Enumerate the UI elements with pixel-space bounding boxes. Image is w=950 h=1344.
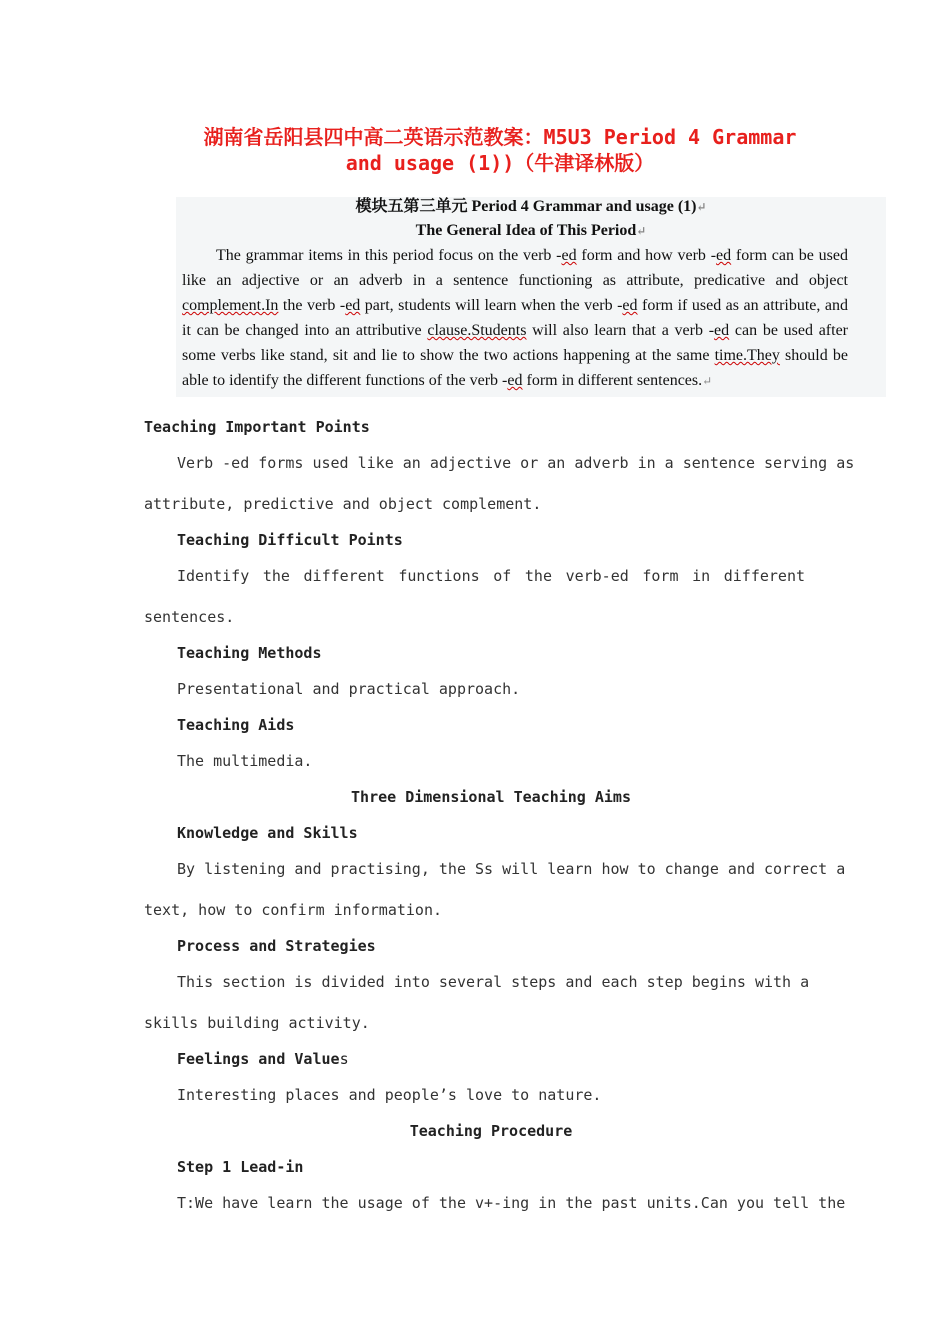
- teaching-procedure-heading: Teaching Procedure: [409, 1122, 573, 1140]
- excerpt-heading: 模块五第三单元 Period 4 Grammar and usage (1)↵: [355, 198, 707, 215]
- feelings-values-text: Interesting places and people’s love to nature.: [177, 1086, 602, 1104]
- process-strategies-text-2: skills building activity.: [144, 1014, 370, 1032]
- teaching-difficult-points-text-2: sentences.: [144, 608, 235, 626]
- scanned-excerpt: [176, 197, 886, 397]
- knowledge-skills-text-2: text, how to confirm information.: [144, 901, 443, 919]
- knowledge-skills-heading: Knowledge and Skills: [177, 824, 358, 842]
- excerpt-subheading: The General Idea of This Period↵: [415, 222, 647, 239]
- step-1-text-1: T:We have learn the usage of the v+-ing in the past units.Can you tell the: [177, 1194, 846, 1212]
- teaching-difficult-points-heading: Teaching Difficult Points: [177, 531, 403, 549]
- feelings-values-heading: Feelings and Values: [177, 1050, 349, 1068]
- document-title-line-2: and usage (1))（牛津译林版）: [345, 151, 655, 175]
- three-dimensional-aims-heading: Three Dimensional Teaching Aims: [351, 788, 631, 806]
- teaching-aids-heading: Teaching Aids: [177, 716, 295, 734]
- step-1-heading: Step 1 Lead-in: [177, 1158, 304, 1176]
- process-strategies-heading: Process and Strategies: [177, 937, 376, 955]
- teaching-important-points-text-2: attribute, predictive and object complement.: [144, 495, 542, 513]
- teaching-important-points-text-1: Verb -ed forms used like an adjective or an adverb in a sentence serving as: [177, 454, 855, 472]
- teaching-aids-text: The multimedia.: [177, 752, 313, 770]
- document-title: [150, 124, 850, 176]
- excerpt-paragraph: The grammar items in this period focus on the verb -ed form and how verb -ed form can be used like an adjective or an adverb in a sentence functioning as attribute, predicative and object complement.In the verb -ed part, students will learn when the verb -ed form if used as an attribute, and it can be changed into an attributive clause.Students will also learn that a verb -ed can be used after some verbs like stand, sit and lie to show the two actions happening at the same time.They should be able to identify the different functions of the verb -ed form in different sentences.↵: [182, 247, 849, 389]
- teaching-difficult-points-text-1: Identify the different functions of the verb-ed form in different: [177, 567, 805, 585]
- teaching-important-points-heading: Teaching Important Points: [144, 418, 370, 436]
- teaching-methods-heading: Teaching Methods: [177, 644, 322, 662]
- teaching-methods-text: Presentational and practical approach.: [177, 680, 521, 698]
- document-title-line-1: 湖南省岳阳县四中高二英语示范教案：M5U3 Period 4 Grammar: [203, 125, 797, 149]
- knowledge-skills-text-1: By listening and practising, the Ss will learn how to change and correct a: [177, 860, 846, 878]
- process-strategies-text-1: This section is divided into several steps and each step begins with a: [177, 973, 810, 991]
